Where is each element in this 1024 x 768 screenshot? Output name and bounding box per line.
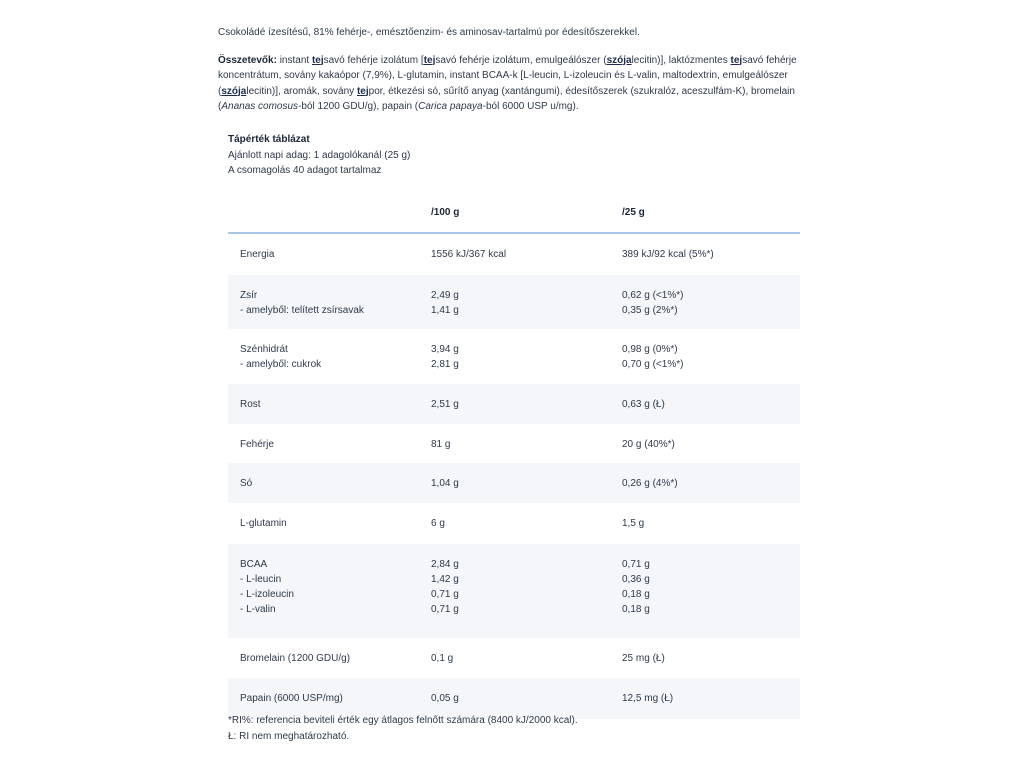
value-per-25g-cell [622, 397, 665, 412]
nutrient-name: Fehérje [240, 439, 274, 450]
ingredients-text: savó fehérje izolátum, emulgeálószer ( [435, 54, 607, 66]
value-per-100g: 2,81 g [431, 359, 459, 370]
value-per-100g-cell [431, 516, 445, 531]
nutrient-name-cell [240, 288, 364, 318]
latin-name: Ananas comosus [221, 101, 299, 112]
nutrient-name: Zsír [240, 290, 258, 301]
value-per-100g: 1,41 g [431, 305, 459, 316]
nutrient-name-cell [240, 437, 274, 452]
value-per-25g-cell [622, 476, 678, 491]
value-per-25g: 0,62 g (<1%*) [622, 290, 684, 301]
nutrient-name: BCAA [240, 559, 268, 570]
nutrient-name-cell [240, 247, 274, 262]
nutrient-name: - amelyből: cukrok [240, 359, 322, 370]
table-header [228, 192, 800, 234]
allergen-milk: tej [423, 54, 436, 66]
value-per-25g: 0,71 g [622, 559, 650, 570]
value-per-100g: 0,1 g [431, 653, 454, 664]
value-per-100g-cell [431, 397, 459, 412]
value-per-100g: 81 g [431, 439, 451, 450]
table-row [228, 544, 800, 638]
value-per-100g: 0,05 g [431, 693, 459, 704]
value-per-100g: 6 g [431, 518, 445, 529]
value-per-25g-cell [622, 651, 665, 666]
value-per-25g: 12,5 mg (Ł) [622, 693, 674, 704]
allergen-soy: szója [221, 85, 247, 97]
footnotes [228, 713, 578, 744]
nutrient-name: Szénhidrát [240, 344, 288, 355]
value-per-100g: 0,71 g [431, 604, 459, 615]
value-per-100g-cell [431, 557, 459, 617]
value-per-25g: 389 kJ/92 kcal (5%*) [622, 249, 714, 260]
ingredients-text: -ból 6000 USP u/mg). [482, 101, 579, 112]
product-description-section [218, 25, 808, 127]
value-per-25g: 20 g (40%*) [622, 439, 675, 450]
value-per-100g-cell [431, 691, 459, 706]
serving-size: Ajánlott napi adag: 1 adagolókanál (25 g) [228, 149, 411, 161]
nutrient-name-cell [240, 691, 343, 706]
value-per-100g-cell [431, 437, 450, 452]
table-row [228, 424, 800, 463]
table-row [228, 503, 800, 544]
value-per-25g-cell [622, 342, 683, 372]
value-per-25g: 0,36 g [622, 574, 650, 585]
ingredients-text: savó fehérje koncentrátum, sovány kakaópor (7,9%), L-glutamin, instant BCAA-k [L-leucin, L-izoleucin és L-valin, maltodextrin, emulgeálószer ( [218, 54, 797, 97]
nutrient-name: - L-valin [240, 604, 276, 615]
value-per-25g-cell [622, 247, 714, 262]
nutrient-name: Só [240, 478, 253, 489]
nutrient-name: - amelyből: telített zsírsavak [240, 305, 364, 316]
ingredients-text: por, étkezési só, sűrítő anyag (xantángumi), édesítőszerek (szukralóz, aceszulfám-K), bromelain ( [218, 85, 795, 112]
nutrient-name-cell [240, 516, 287, 531]
nutrition-title: Tápérték táblázat [228, 134, 310, 145]
table-body [228, 234, 800, 719]
allergen-milk: tej [311, 54, 324, 66]
value-per-25g: 1,5 g [622, 518, 645, 529]
value-per-25g-cell [622, 691, 673, 706]
ingredients-text: lecitin)], laktózmentes [631, 54, 731, 66]
value-per-100g: 1,04 g [431, 478, 459, 489]
nutrient-name: Bromelain (1200 GDU/g) [240, 653, 351, 664]
nutrient-name-cell [240, 651, 350, 666]
value-per-25g: 0,98 g (0%*) [622, 344, 678, 355]
value-per-100g: 0,71 g [431, 589, 459, 600]
value-per-25g: 0,63 g (Ł) [622, 399, 665, 410]
value-per-100g: 2,49 g [431, 290, 459, 301]
column-header-per-100g: /100 g [431, 207, 460, 218]
nutrient-name: Energia [240, 249, 275, 260]
ingredients-text: instant [276, 54, 312, 66]
value-per-25g-cell [622, 557, 650, 617]
ingredients-paragraph [218, 53, 808, 115]
value-per-100g-cell [431, 342, 459, 372]
value-per-100g-cell [431, 247, 506, 262]
value-per-100g-cell [431, 476, 459, 491]
value-per-100g: 1,42 g [431, 574, 459, 585]
value-per-25g: 25 mg (Ł) [622, 653, 665, 664]
nutrient-name: Rost [240, 399, 261, 410]
nutrient-name: - L-izoleucin [240, 589, 294, 600]
product-description: Csokoládé ízesítésű, 81% fehérje-, emésztőenzim- és aminosav-tartalmú por édesítőszerekkel. [218, 27, 640, 38]
nutrient-name: Papain (6000 USP/mg) [240, 693, 343, 704]
ingredients-label: Összetevők: [218, 54, 277, 66]
value-per-25g-cell [622, 288, 683, 318]
allergen-soy: szója [606, 54, 632, 66]
nutrition-header [228, 132, 410, 179]
nutrition-table [228, 192, 800, 719]
nutrient-name-cell [240, 397, 261, 412]
table-row [228, 275, 800, 329]
table-row [228, 638, 800, 678]
servings-per-pack: A csomagolás 40 adagot tartalmaz [228, 165, 382, 176]
table-row [228, 463, 800, 503]
nutrient-name: - L-leucin [240, 574, 282, 585]
column-header-per-25g: /25 g [622, 207, 645, 218]
footnote-not-determined: Ł: RI nem meghatározható. [228, 730, 350, 742]
value-per-25g: 0,18 g [622, 604, 650, 615]
table-row [228, 234, 800, 275]
nutrient-name-cell [240, 557, 294, 617]
table-row [228, 329, 800, 384]
nutrient-name-cell [240, 476, 252, 491]
value-per-25g-cell [622, 516, 644, 531]
value-per-25g: 0,70 g (<1%*) [622, 359, 684, 370]
value-per-25g: 0,26 g (4%*) [622, 478, 678, 489]
value-per-100g: 2,84 g [431, 559, 459, 570]
ingredients-text: savó fehérje izolátum [ [323, 54, 424, 66]
value-per-100g: 3,94 g [431, 344, 459, 355]
allergen-milk: tej [730, 54, 743, 66]
ingredients-text: -ból 1200 GDU/g), papain ( [298, 101, 419, 112]
value-per-100g-cell [431, 288, 459, 318]
nutrient-name: L-glutamin [240, 518, 287, 529]
table-row [228, 384, 800, 424]
nutrient-name-cell [240, 342, 321, 372]
value-per-25g: 0,18 g [622, 589, 650, 600]
value-per-100g: 1556 kJ/367 kcal [431, 249, 507, 260]
ingredients-text: lecitin)], aromák, sovány [246, 85, 357, 97]
latin-name: Carica papaya [418, 101, 483, 112]
footnote-ri: *RI%: referencia beviteli érték egy átlagos felnőtt számára (8400 kJ/2000 kcal). [228, 715, 578, 726]
value-per-100g-cell [431, 651, 453, 666]
value-per-25g: 0,35 g (2%*) [622, 305, 678, 316]
value-per-100g: 2,51 g [431, 399, 459, 410]
allergen-milk: tej [356, 85, 369, 97]
value-per-25g-cell [622, 437, 675, 452]
